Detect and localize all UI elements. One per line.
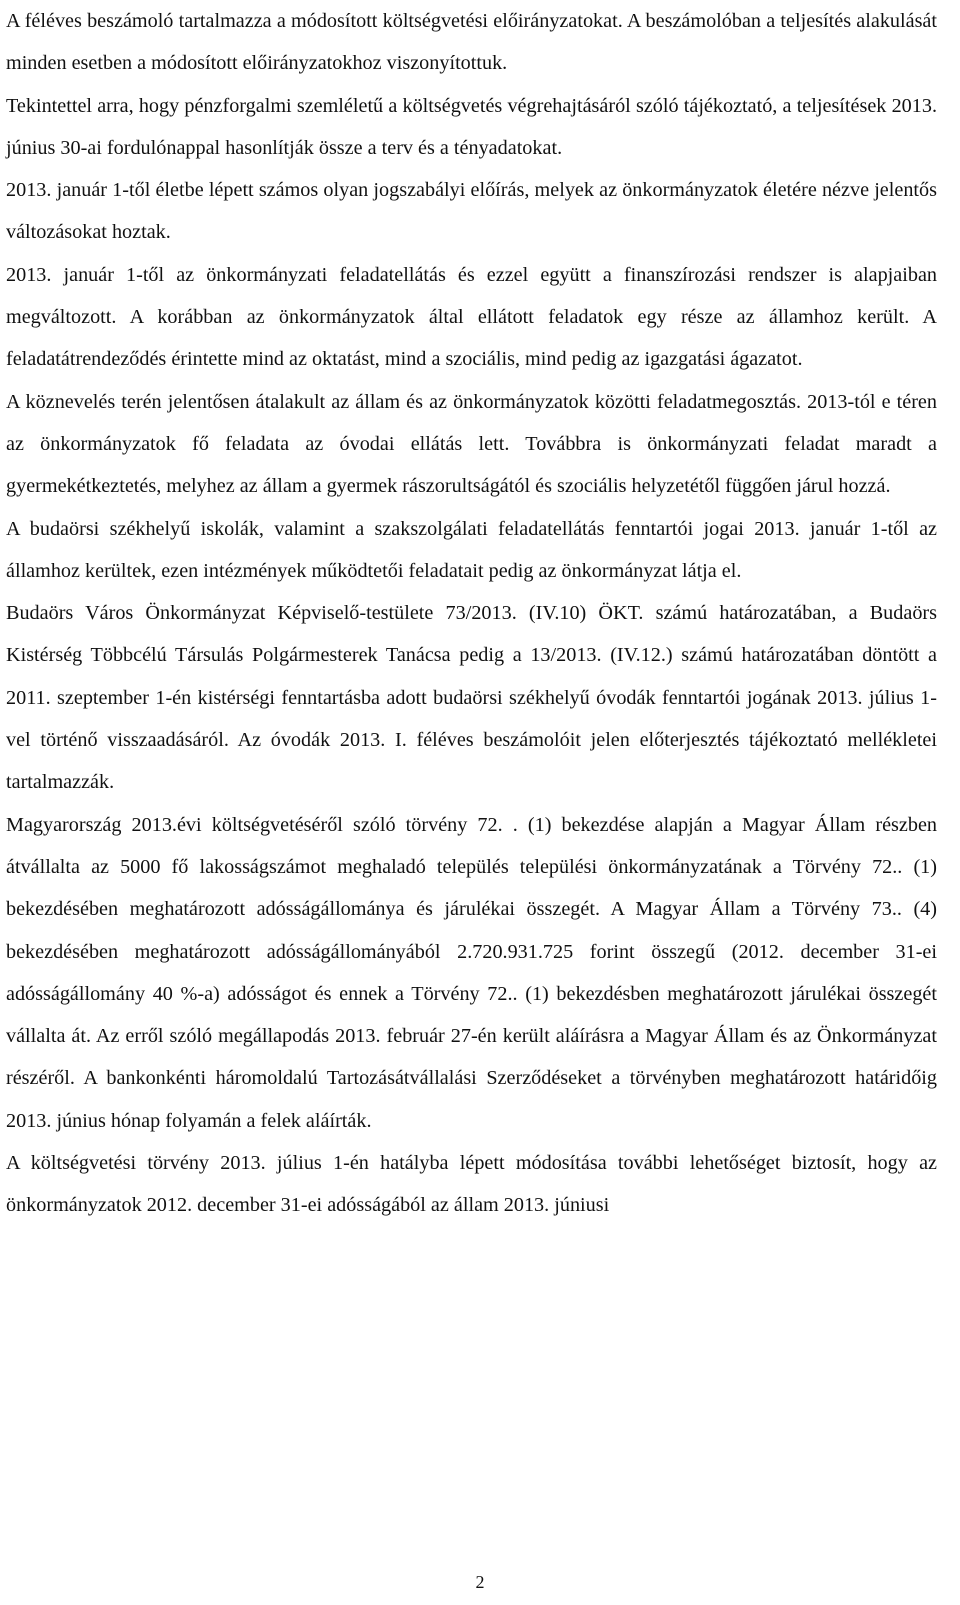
paragraph-koznevelés: A köznevelés terén jelentősen átalakult az állam és az önkormányzatok közötti feladatmegosztás. 2013-tól e téren az önkormányzatok fő feladata az óvodai ellátás lett. Továbbra is önkormányzati feladat maradt a gyermekétkeztetés, melyhez az állam a gyermek rászorultságától és szociális helyzetétől függően járul hozzá. (6, 390, 937, 498)
paragraph-beszamolo-tartalma: A féléves beszámoló tartalmazza a módosított költségvetési előirányzatokat. A beszámolóban a teljesítés alakulását minden esetben a módosított előirányzatokhoz viszonyítottuk. (6, 10, 937, 75)
paragraph-ovodak-fenntartas: Budaörs Város Önkormányzat Képviselő-testülete 73/2013. (IV.10) ÖKT. számú határozatában, a Budaörs Kistérség Többcélú Társulás Polgármesterek Tanácsa pedig a 13/2013. (IV.12.) számú határozatában döntött a 2011. szeptember 1-én kistérségi fenntartásba adott budaörsi székhelyű óvodák fenntartói jogának 2013. július 1-vel történő visszaadásáról. Az óvodák 2013. I. féléves beszámolóit jelen előterjesztés tájékoztató mellékletei tartalmazzák. (6, 602, 937, 794)
paragraph-adossagatvallalas: Magyarország 2013.évi költségvetéséről szóló törvény 72. . (1) bekezdése alapján a Magyar Állam részben átvállalta az 5000 fő lakosságszámot meghaladó település települési önkormányzatának a Törvény 72.. (1) bekezdésében meghatározott adósságállománya és járulékai összegét. A Magyar Állam a Törvény 73.. (4) bekezdésében meghatározott adósságállományából 2.720.931.725 forint összegű (2012. december 31-ei adósságállomány 40 %-a) adósságot és ennek a Törvény 72.. (1) bekezdésben meghatározott járulékai összegét vállalta át. Az erről szóló megállapodás 2013. február 27-én került aláírásra a Magyar Állam és az Önkormányzat részéről. A bankonkénti háromoldalú Tartozásátvállalási Szerződéseket a törvényben meghatározott határidőig 2013. június hónap folyamán a felek aláírták. (6, 813, 937, 1132)
paragraph-koltsegvetesi-torveny-modositas: A költségvetési törvény 2013. július 1-én hatályba lépett módosítása további lehetőséget biztosít, hogy az önkormányzatok 2012. december 31-ei adósságából az állam 2013. júniusi (6, 1152, 937, 1217)
paragraph-jogszabalyi-eloirasok: 2013. január 1-től életbe lépett számos olyan jogszabályi előírás, melyek az önkormányzatok életére nézve jelentős változásokat hoztak. (6, 179, 937, 244)
paragraph-feladatellatas-valtozas: 2013. január 1-től az önkormányzati feladatellátás és ezzel együtt a finanszírozási rendszer is alapjaiban megváltozott. A korábban az önkormányzatok által ellátott feladatok egy része az államhoz került. A feladatátrendeződés érintette mind az oktatást, mind a szociális, mind pedig az igazgatási ágazatot. (6, 263, 937, 371)
paragraph-iskolak-fenntartas: A budaörsi székhelyű iskolák, valamint a szakszolgálati feladatellátás fenntartói jogai 2013. január 1-től az államhoz kerültek, ezen intézmények működtetői feladatait pedig az önkormányzat látja el. (6, 517, 937, 582)
document-body (6, 0, 937, 1227)
paragraph-penzforgalmi-szemlelet: Tekintettel arra, hogy pénzforgalmi szemléletű a költségvetés végrehajtásáról szóló tájékoztató, a teljesítések 2013. június 30-ai fordulónappal hasonlítják össze a terv és a tényadatokat. (6, 94, 937, 159)
page-number: 2 (475, 1572, 485, 1592)
